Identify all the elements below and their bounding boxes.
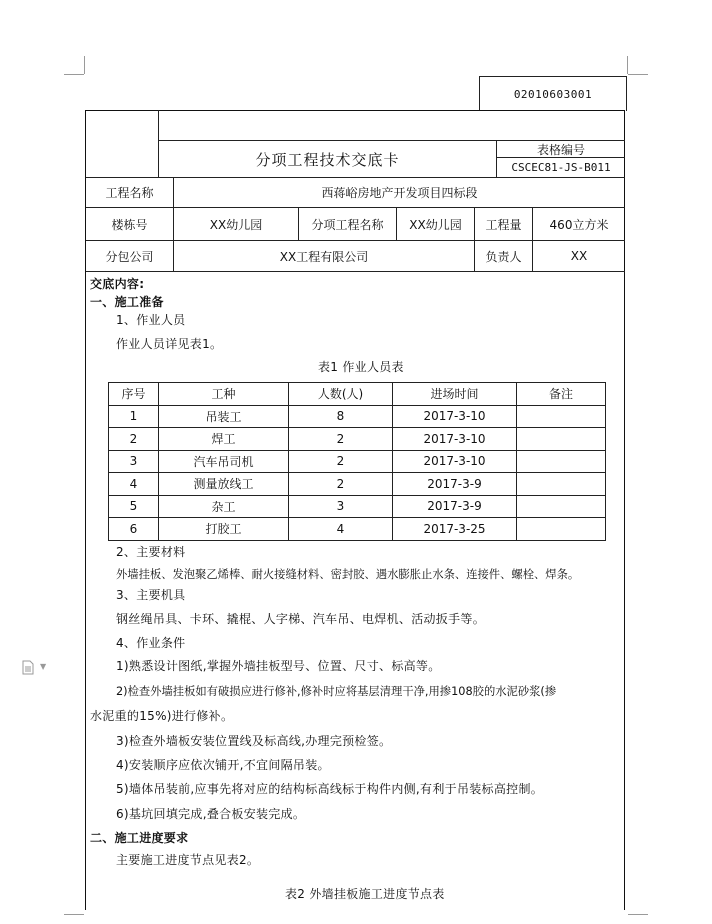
form-no-value: CSCEC81-JS-B011 bbox=[511, 161, 611, 174]
table-cell: 2 bbox=[289, 473, 393, 496]
table-cell: 杂工 bbox=[159, 495, 289, 518]
section-1-title: 一、施工准备 bbox=[90, 295, 164, 309]
project-label: 工程名称 bbox=[105, 186, 154, 200]
table-cell bbox=[517, 473, 606, 496]
personnel-table bbox=[108, 382, 606, 541]
table-cell: 4 bbox=[289, 518, 393, 541]
table-header: 序号 bbox=[109, 383, 159, 406]
responsible-value: XX bbox=[570, 249, 588, 263]
crop-mark-top-left-v bbox=[84, 56, 85, 74]
section-1-1-text: 作业人员详见表1。 bbox=[116, 337, 223, 351]
crop-mark-bottom-right-h bbox=[628, 914, 648, 915]
table-row bbox=[109, 450, 606, 473]
condition-5: 5)墙体吊装前,应事先将对应的结构标高线标于构件内侧,有利于吊装标高控制。 bbox=[116, 782, 544, 796]
section-1-3: 3、主要机具 bbox=[116, 588, 186, 602]
table-cell: 打胶工 bbox=[159, 518, 289, 541]
document-code: 02010603001 bbox=[479, 76, 627, 111]
table-cell: 4 bbox=[109, 473, 159, 496]
table-cell: 2017-3-9 bbox=[393, 495, 517, 518]
divider bbox=[86, 271, 625, 272]
condition-1: 1)熟悉设计图纸,掌握外墙挂板型号、位置、尺寸、标高等。 bbox=[116, 659, 441, 673]
page-title: 分项工程技术交底卡 bbox=[255, 150, 400, 169]
table-cell: 焊工 bbox=[159, 428, 289, 451]
section-1-4: 4、作业条件 bbox=[116, 636, 186, 650]
section-1-1: 1、作业人员 bbox=[116, 313, 186, 327]
building-value: XX幼儿园 bbox=[209, 217, 263, 232]
table-cell: 2017-3-10 bbox=[393, 428, 517, 451]
table-row bbox=[109, 518, 606, 541]
section-1-2: 2、主要材料 bbox=[116, 545, 186, 559]
table-cell bbox=[517, 518, 606, 541]
table-cell: 5 bbox=[109, 495, 159, 518]
table-cell: 3 bbox=[289, 495, 393, 518]
content-heading: 交底内容: bbox=[90, 277, 145, 291]
subcontractor-value: XX工程有限公司 bbox=[279, 249, 369, 264]
form-no-label: 表格编号 bbox=[536, 142, 585, 157]
table-cell: 2 bbox=[109, 428, 159, 451]
table-row bbox=[109, 428, 606, 451]
responsible-label: 负责人 bbox=[485, 249, 522, 264]
quantity-value: 460立方米 bbox=[549, 217, 609, 232]
project-value: 西蒋峪房地产开发项目四标段 bbox=[321, 186, 478, 200]
table-cell: 1 bbox=[109, 405, 159, 428]
table-cell bbox=[517, 405, 606, 428]
table-header-row bbox=[109, 383, 606, 406]
table-cell: 测量放线工 bbox=[159, 473, 289, 496]
table-cell: 2017-3-25 bbox=[393, 518, 517, 541]
document-icon[interactable] bbox=[22, 660, 34, 675]
table-cell: 2017-3-10 bbox=[393, 405, 517, 428]
crop-mark-bottom-left-h bbox=[64, 914, 84, 915]
table2-caption: 表2 外墙挂板施工进度节点表 bbox=[285, 887, 445, 901]
table-header: 进场时间 bbox=[393, 383, 517, 406]
table-cell: 8 bbox=[289, 405, 393, 428]
crop-mark-top-right-v bbox=[627, 56, 628, 74]
table-row bbox=[109, 495, 606, 518]
table-cell: 2 bbox=[289, 428, 393, 451]
table-cell bbox=[517, 450, 606, 473]
condition-2a: 2)检查外墙挂板如有破损应进行修补,修补时应将基层清理干净,用掺108胶的水泥砂浆(掺 bbox=[116, 685, 557, 698]
table-header: 人数(人) bbox=[289, 383, 393, 406]
table-cell: 2017-3-9 bbox=[393, 473, 517, 496]
table-cell: 汽车吊司机 bbox=[159, 450, 289, 473]
table-row bbox=[109, 405, 606, 428]
section-1-3-text: 钢丝绳吊具、卡环、撬棍、人字梯、汽车吊、电焊机、活动扳手等。 bbox=[116, 612, 486, 626]
building-label: 楼栋号 bbox=[111, 217, 148, 232]
section-1-2-text: 外墙挂板、发泡聚乙烯棒、耐火接缝材料、密封胶、遇水膨胀止水条、连接件、螺栓、焊条。 bbox=[116, 568, 580, 581]
condition-3: 3)检查外墙板安装位置线及标高线,办理完预检签。 bbox=[116, 734, 392, 748]
table-header: 备注 bbox=[517, 383, 606, 406]
condition-2b: 水泥重的15%)进行修补。 bbox=[90, 709, 234, 723]
condition-4: 4)安装顺序应依次铺开,不宜间隔吊装。 bbox=[116, 758, 330, 772]
table-cell bbox=[517, 495, 606, 518]
quantity-label: 工程量 bbox=[485, 217, 522, 232]
table-cell bbox=[517, 428, 606, 451]
table1-caption: 表1 作业人员表 bbox=[318, 360, 404, 374]
crop-mark-top-right-h bbox=[628, 74, 648, 75]
crop-mark-top-left-h bbox=[64, 74, 84, 75]
section-2-text: 主要施工进度节点见表2。 bbox=[116, 853, 260, 867]
table-cell: 2 bbox=[289, 450, 393, 473]
table-header: 工种 bbox=[159, 383, 289, 406]
condition-6: 6)基坑回填完成,叠合板安装完成。 bbox=[116, 807, 306, 821]
table-row bbox=[109, 473, 606, 496]
table-cell: 2017-3-10 bbox=[393, 450, 517, 473]
subproject-value: XX幼儿园 bbox=[409, 217, 462, 232]
table-cell: 吊装工 bbox=[159, 405, 289, 428]
table-cell: 6 bbox=[109, 518, 159, 541]
section-2-title: 二、施工进度要求 bbox=[90, 831, 189, 845]
chevron-down-icon[interactable]: ▼ bbox=[40, 662, 47, 671]
subproject-label: 分项工程名称 bbox=[311, 217, 384, 232]
subcontractor-label: 分包公司 bbox=[105, 249, 154, 264]
table-cell: 3 bbox=[109, 450, 159, 473]
